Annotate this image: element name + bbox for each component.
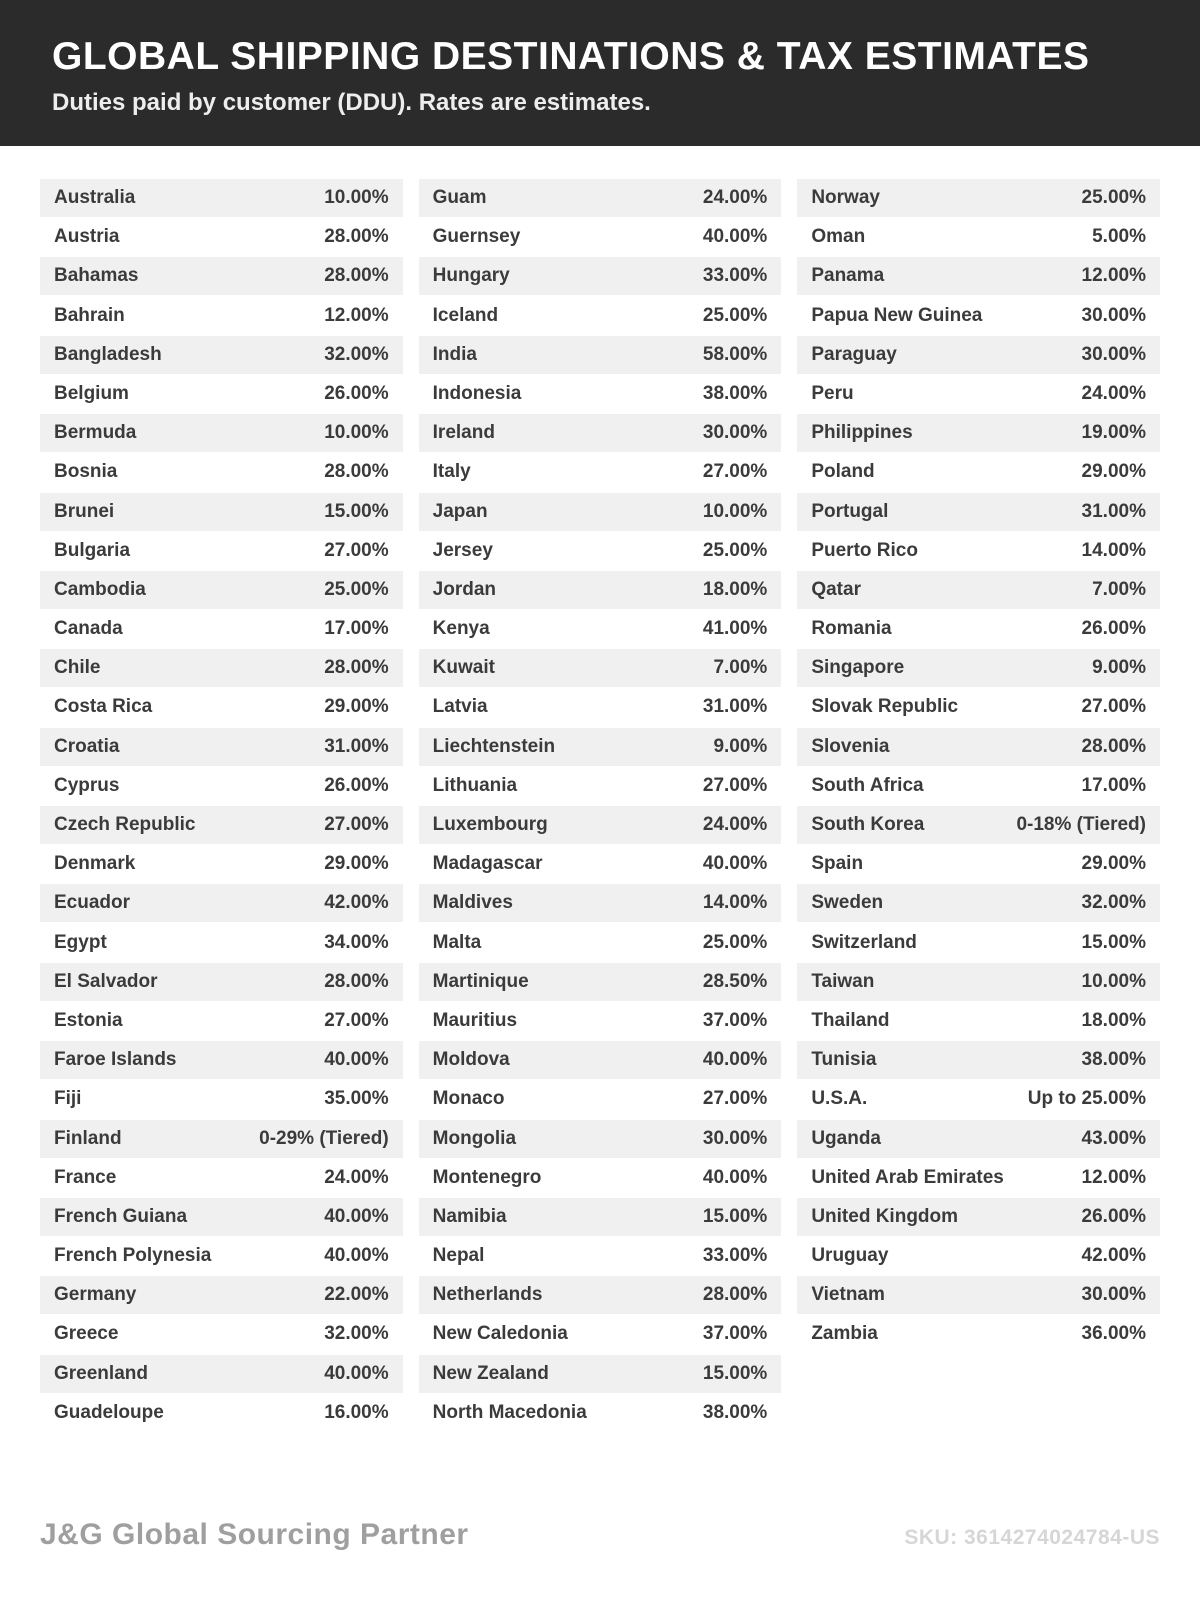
rate-value: 12.00% (1081, 265, 1146, 287)
country-label: Malta (432, 931, 482, 953)
rate-value: 43.00% (1081, 1127, 1146, 1149)
rate-value: 24.00% (702, 187, 768, 208)
country-label: Singapore (811, 657, 905, 679)
country-label: Peru (811, 382, 854, 404)
country-label: Poland (811, 461, 875, 483)
table-row (40, 1080, 403, 1118)
table-row (40, 845, 403, 883)
country-label: French Guiana (54, 1205, 188, 1227)
rate-value: 27.00% (324, 814, 389, 835)
rate-value: 40.00% (702, 1166, 768, 1188)
rate-column (40, 179, 403, 1433)
rate-value: 31.00% (1081, 500, 1146, 522)
table-row (40, 1315, 403, 1353)
table-row (419, 493, 782, 531)
country-label: Chile (54, 657, 101, 679)
rate-value: 14.00% (702, 892, 768, 914)
table-row (419, 453, 782, 491)
country-label: Bosnia (54, 461, 118, 483)
rate-value: 7.00% (713, 657, 768, 679)
rate-value: 25.00% (1081, 187, 1146, 208)
country-label: Cambodia (54, 578, 146, 600)
table-row (40, 453, 403, 491)
rate-value: 28.00% (324, 461, 389, 483)
table-row (40, 1159, 403, 1197)
country-label: Denmark (54, 853, 136, 875)
country-label: Hungary (432, 265, 510, 287)
table-row (419, 414, 782, 452)
table-row (40, 257, 403, 295)
country-label: Croatia (54, 735, 120, 757)
table-row (419, 610, 782, 648)
country-label: New Caledonia (432, 1323, 568, 1345)
rate-value: 25.00% (702, 304, 768, 326)
table-row (797, 1002, 1160, 1040)
rate-value: 27.00% (324, 539, 389, 561)
table-row (797, 649, 1160, 687)
rate-value: 37.00% (702, 1009, 768, 1031)
table-row (40, 571, 403, 609)
rate-value: 27.00% (702, 1088, 768, 1110)
country-label: Bangladesh (54, 343, 162, 365)
rate-value: 29.00% (324, 696, 389, 718)
table-row (40, 1041, 403, 1079)
rate-value: 27.00% (324, 1009, 389, 1031)
table-row (419, 532, 782, 570)
rate-value: 38.00% (1081, 1049, 1146, 1071)
country-label: Moldova (432, 1049, 510, 1071)
country-label: Guam (432, 187, 487, 208)
country-label: Lithuania (432, 774, 518, 796)
table-row (40, 1237, 403, 1275)
rate-value: 28.00% (324, 657, 389, 679)
country-label: Japan (432, 500, 488, 522)
table-row (797, 806, 1160, 844)
sku-label: SKU: 3614274024784-US (904, 1526, 1160, 1549)
country-label: Slovak Republic (811, 696, 959, 718)
table-row (797, 688, 1160, 726)
country-label: Netherlands (432, 1284, 543, 1306)
rate-value: 35.00% (324, 1088, 389, 1110)
rate-value: 28.00% (324, 970, 389, 992)
country-label: Belgium (54, 382, 129, 404)
country-label: Panama (811, 265, 885, 287)
rate-value: 15.00% (1081, 931, 1146, 953)
rate-value: 40.00% (324, 1362, 389, 1384)
rate-value: 41.00% (702, 618, 768, 640)
country-label: Greenland (54, 1362, 148, 1384)
country-label: South Africa (811, 774, 924, 796)
country-label: Estonia (54, 1009, 123, 1031)
table-row (40, 1394, 403, 1432)
table-row (419, 375, 782, 413)
brand-name: J&G Global Sourcing Partner (40, 1518, 469, 1551)
table-row (419, 257, 782, 295)
table-row (797, 924, 1160, 962)
country-label: Costa Rica (54, 696, 153, 718)
table-row (797, 257, 1160, 295)
country-label: Romania (811, 618, 892, 640)
country-label: Luxembourg (432, 814, 548, 835)
country-label: Qatar (811, 578, 861, 600)
country-label: Switzerland (811, 931, 917, 953)
table-row (419, 1002, 782, 1040)
rate-value: 10.00% (324, 422, 389, 444)
rate-value: 32.00% (324, 1323, 389, 1345)
rate-value: 0-18% (Tiered) (1016, 814, 1146, 835)
table-row (419, 179, 782, 217)
rate-value: 30.00% (1081, 1284, 1146, 1306)
country-label: French Polynesia (54, 1245, 212, 1267)
rate-value: 29.00% (1081, 461, 1146, 483)
table-row (419, 1120, 782, 1158)
rate-value: 40.00% (702, 1049, 768, 1071)
country-label: Fiji (54, 1088, 82, 1110)
table-row (40, 924, 403, 962)
rate-value: 17.00% (1081, 774, 1146, 796)
table-row (797, 493, 1160, 531)
table-row (797, 884, 1160, 922)
table-row (419, 218, 782, 256)
country-label: Guernsey (432, 226, 521, 248)
country-label: Portugal (811, 500, 889, 522)
table-row (797, 845, 1160, 883)
rate-value: 30.00% (1081, 343, 1146, 365)
page-header (0, 0, 1200, 146)
country-label: Mauritius (432, 1009, 518, 1031)
rate-value: 40.00% (702, 853, 768, 875)
rate-value: 31.00% (324, 735, 389, 757)
table-row (40, 1276, 403, 1314)
table-row (797, 532, 1160, 570)
rate-value: 26.00% (324, 774, 389, 796)
rate-column (797, 179, 1160, 1355)
rate-value: 28.00% (324, 265, 389, 287)
table-row (797, 571, 1160, 609)
table-row (40, 532, 403, 570)
country-label: Namibia (432, 1205, 507, 1227)
table-row (797, 297, 1160, 335)
rate-value: 27.00% (702, 461, 768, 483)
table-row (419, 1315, 782, 1353)
rate-value: 26.00% (1081, 618, 1146, 640)
country-label: Madagascar (432, 853, 543, 875)
country-label: Mongolia (432, 1127, 517, 1149)
country-label: Puerto Rico (811, 539, 918, 561)
country-label: France (54, 1166, 117, 1188)
page-title: GLOBAL SHIPPING DESTINATIONS & TAX ESTIMATES (52, 35, 1090, 78)
table-row (419, 1237, 782, 1275)
page-subtitle: Duties paid by customer (DDU). Rates are estimates. (52, 88, 651, 116)
rate-value: 7.00% (1092, 578, 1146, 600)
table-row (40, 728, 403, 766)
country-label: Kenya (432, 618, 490, 640)
table-row (797, 1041, 1160, 1079)
rate-value: 26.00% (324, 382, 389, 404)
rate-value: 30.00% (1081, 304, 1146, 326)
table-row (419, 884, 782, 922)
table-row (797, 1080, 1160, 1118)
country-label: Latvia (432, 696, 488, 718)
table-row (419, 728, 782, 766)
table-row (419, 1394, 782, 1432)
rate-value: 10.00% (324, 187, 389, 208)
rate-value: 25.00% (324, 578, 389, 600)
country-label: Iceland (432, 304, 499, 326)
rate-value: 34.00% (324, 931, 389, 953)
rate-column (419, 179, 782, 1433)
country-label: Egypt (54, 931, 107, 953)
country-label: Australia (54, 187, 136, 208)
country-label: Spain (811, 853, 864, 875)
rate-value: 32.00% (324, 343, 389, 365)
country-label: Paraguay (811, 343, 897, 365)
rate-value: 37.00% (702, 1323, 768, 1345)
country-label: Ireland (432, 422, 495, 444)
rate-value: 15.00% (702, 1205, 768, 1227)
table-row (419, 649, 782, 687)
table-row (797, 414, 1160, 452)
table-row (40, 336, 403, 374)
rates-table (40, 179, 1160, 1433)
country-label: Cyprus (54, 774, 120, 796)
rate-value: 0-29% (Tiered) (259, 1127, 389, 1149)
country-label: Thailand (811, 1009, 890, 1031)
table-row (419, 688, 782, 726)
table-row (419, 767, 782, 805)
table-row (419, 1276, 782, 1314)
table-row (40, 963, 403, 1001)
country-label: U.S.A. (811, 1088, 868, 1110)
country-label: Martinique (432, 970, 529, 992)
table-row (40, 610, 403, 648)
country-label: Brunei (54, 500, 115, 522)
country-label: Canada (54, 618, 123, 640)
country-label: Nepal (432, 1245, 485, 1267)
rate-value: 16.00% (324, 1401, 389, 1423)
rate-value: 24.00% (1081, 382, 1146, 404)
table-row (419, 806, 782, 844)
table-row (797, 1198, 1160, 1236)
table-row (797, 453, 1160, 491)
country-label: Kuwait (432, 657, 495, 679)
rate-value: 29.00% (324, 853, 389, 875)
country-label: Bermuda (54, 422, 137, 444)
table-row (40, 179, 403, 217)
table-row (419, 845, 782, 883)
rate-value: 33.00% (702, 1245, 768, 1267)
rate-value: 14.00% (1081, 539, 1146, 561)
table-row (40, 218, 403, 256)
rate-value: Up to 25.00% (1027, 1088, 1146, 1110)
country-label: Zambia (811, 1323, 878, 1345)
table-row (419, 1198, 782, 1236)
country-label: Germany (54, 1284, 137, 1306)
country-label: North Macedonia (432, 1401, 587, 1423)
rate-value: 22.00% (324, 1284, 389, 1306)
country-label: Finland (54, 1127, 122, 1149)
country-label: India (432, 343, 477, 365)
rate-value: 17.00% (324, 618, 389, 640)
country-label: Bulgaria (54, 539, 131, 561)
country-label: Uganda (811, 1127, 882, 1149)
table-row (40, 688, 403, 726)
table-row (797, 1315, 1160, 1353)
rate-value: 25.00% (702, 931, 768, 953)
rate-value: 9.00% (1092, 657, 1146, 679)
country-label: Guadeloupe (54, 1401, 164, 1423)
rate-value: 30.00% (702, 422, 768, 444)
table-row (40, 649, 403, 687)
page-footer (40, 1518, 1160, 1552)
country-label: Vietnam (811, 1284, 885, 1306)
table-row (419, 336, 782, 374)
table-row (797, 1276, 1160, 1314)
rate-value: 10.00% (1081, 970, 1146, 992)
table-row (797, 179, 1160, 217)
rate-value: 9.00% (713, 735, 768, 757)
country-label: Montenegro (432, 1166, 542, 1188)
country-label: Austria (54, 226, 120, 248)
country-label: Italy (432, 461, 471, 483)
country-label: South Korea (811, 814, 925, 835)
country-label: Faroe Islands (54, 1049, 177, 1071)
rate-value: 28.50% (702, 970, 768, 992)
country-label: El Salvador (54, 970, 158, 992)
country-label: Oman (811, 226, 866, 248)
table-row (419, 1159, 782, 1197)
country-label: Liechtenstein (432, 735, 556, 757)
country-label: Bahamas (54, 265, 139, 287)
table-row (419, 963, 782, 1001)
table-row (797, 728, 1160, 766)
table-row (419, 1355, 782, 1393)
table-row (40, 1002, 403, 1040)
rate-value: 33.00% (702, 265, 768, 287)
rate-value: 28.00% (324, 226, 389, 248)
country-label: Papua New Guinea (811, 304, 983, 326)
rate-value: 30.00% (702, 1127, 768, 1149)
table-row (40, 1198, 403, 1236)
country-label: Maldives (432, 892, 513, 914)
table-row (419, 924, 782, 962)
country-label: Ecuador (54, 892, 131, 914)
table-row (797, 218, 1160, 256)
rate-value: 27.00% (1081, 696, 1146, 718)
table-row (419, 297, 782, 335)
table-row (40, 297, 403, 335)
table-row (797, 1120, 1160, 1158)
rate-value: 38.00% (702, 1401, 768, 1423)
rate-value: 40.00% (324, 1205, 389, 1227)
rate-value: 26.00% (1081, 1205, 1146, 1227)
rate-value: 42.00% (1081, 1245, 1146, 1267)
country-label: United Arab Emirates (811, 1166, 1004, 1188)
table-row (40, 884, 403, 922)
table-row (40, 767, 403, 805)
table-row (40, 493, 403, 531)
table-row (40, 375, 403, 413)
country-label: Indonesia (432, 382, 522, 404)
table-row (797, 336, 1160, 374)
country-label: Sweden (811, 892, 884, 914)
rate-value: 24.00% (702, 814, 768, 835)
rate-value: 40.00% (324, 1245, 389, 1267)
rate-value: 25.00% (702, 539, 768, 561)
country-label: Monaco (432, 1088, 505, 1110)
country-label: New Zealand (432, 1362, 549, 1384)
rate-value: 27.00% (702, 774, 768, 796)
table-row (797, 767, 1160, 805)
rate-value: 40.00% (324, 1049, 389, 1071)
table-row (40, 1355, 403, 1393)
country-label: Czech Republic (54, 814, 196, 835)
table-row (40, 1120, 403, 1158)
table-row (797, 1159, 1160, 1197)
rate-value: 40.00% (702, 226, 768, 248)
table-row (40, 806, 403, 844)
rate-value: 32.00% (1081, 892, 1146, 914)
country-label: Jordan (432, 578, 497, 600)
rate-value: 18.00% (702, 578, 768, 600)
table-row (419, 1080, 782, 1118)
rate-value: 28.00% (702, 1284, 768, 1306)
rate-value: 12.00% (324, 304, 389, 326)
country-label: Tunisia (811, 1049, 877, 1071)
rate-value: 58.00% (702, 343, 768, 365)
table-row (40, 414, 403, 452)
table-row (797, 1237, 1160, 1275)
country-label: Slovenia (811, 735, 890, 757)
rate-value: 15.00% (324, 500, 389, 522)
table-row (797, 963, 1160, 1001)
country-label: Jersey (432, 539, 493, 561)
rate-value: 18.00% (1081, 1009, 1146, 1031)
country-label: Greece (54, 1323, 119, 1345)
rate-value: 29.00% (1081, 853, 1146, 875)
rate-value: 38.00% (702, 382, 768, 404)
country-label: United Kingdom (811, 1205, 959, 1227)
table-row (419, 1041, 782, 1079)
rate-value: 10.00% (702, 500, 768, 522)
country-label: Philippines (811, 422, 913, 444)
rate-value: 28.00% (1081, 735, 1146, 757)
rate-value: 15.00% (702, 1362, 768, 1384)
country-label: Norway (811, 187, 880, 208)
rate-value: 36.00% (1081, 1323, 1146, 1345)
country-label: Bahrain (54, 304, 125, 326)
rate-value: 19.00% (1081, 422, 1146, 444)
table-row (797, 375, 1160, 413)
rate-value: 24.00% (324, 1166, 389, 1188)
rate-value: 31.00% (702, 696, 768, 718)
table-row (797, 610, 1160, 648)
rate-value: 5.00% (1092, 226, 1146, 248)
table-row (419, 571, 782, 609)
rate-value: 42.00% (324, 892, 389, 914)
country-label: Uruguay (811, 1245, 889, 1267)
country-label: Taiwan (811, 970, 875, 992)
rate-value: 12.00% (1081, 1166, 1146, 1188)
